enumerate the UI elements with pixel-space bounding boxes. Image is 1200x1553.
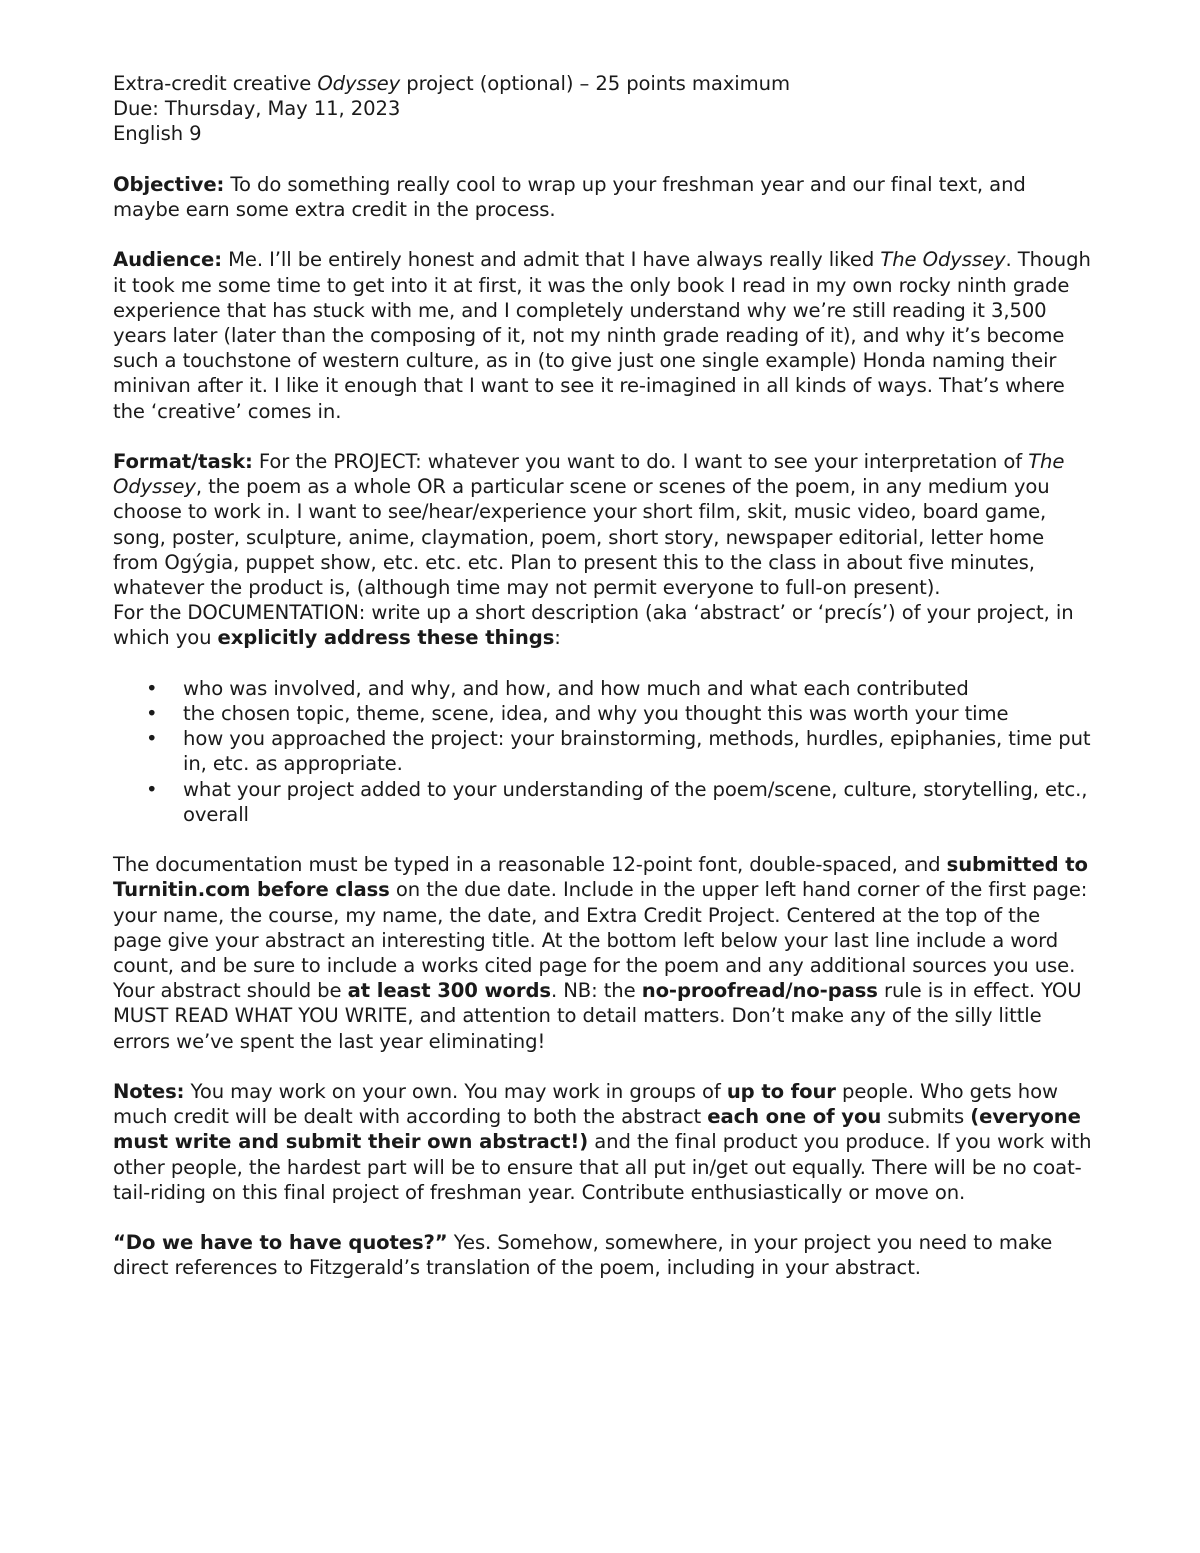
- audience-label: Audience:: [113, 248, 222, 272]
- quotes-label: “Do we have to have quotes?”: [113, 1231, 448, 1255]
- spacer: [113, 1054, 1093, 1079]
- spacer: [113, 1205, 1093, 1230]
- list-item: • the chosen topic, theme, scene, idea, and why you thought this was worth your time: [146, 702, 1009, 726]
- list-item: • who was involved, and why, and how, and how much and what each contributed: [146, 676, 969, 700]
- notes-paragraph: Notes: You may work on your own. You may work in groups of up to four people. Who gets how much credit will be dealt with according to both the abstract each one of you submits (everyone must write and submit their own abstract!) and the final product you produce. If you work with other people, the hardest part will be to ensure that all put in/get out equally. There will be no coat-tail-riding on this final project of freshman year. Contribute enthusiastically or move on.: [113, 1080, 1092, 1204]
- course-name: English 9: [113, 122, 202, 146]
- spacer: [113, 424, 1093, 449]
- spacer: [113, 222, 1093, 247]
- quotes-paragraph: “Do we have to have quotes?” Yes. Somehow, somewhere, in your project you need to make direct references to Fitzgerald’s translation of the poem, including in your abstract.: [113, 1231, 1053, 1280]
- spacer: [113, 651, 1093, 676]
- list-item: • how you approached the project: your brainstorming, methods, hurdles, epiphanies, time put in, etc. as appropriate.: [146, 727, 1091, 776]
- bullet-icon: •: [146, 702, 158, 726]
- bullet-icon: •: [146, 676, 158, 700]
- requirements-list: [113, 676, 1093, 827]
- objective-label: Objective:: [113, 172, 225, 196]
- document-page: [113, 71, 1093, 1281]
- format-label: Format/task:: [113, 450, 253, 473]
- format-paragraph: Format/task: For the PROJECT: whatever you want to do. I want to see your interpretation of The Odyssey, the poem as a whole OR a particular scene or scenes of the poem, in any medium you choose to work in. I want to see/hear/experience your short film, skit, music video, board game, song, poster, sculpture, anime, claymation, poem, short story, newspaper editorial, letter home from Ogýgia, puppet show, etc. etc. etc. Plan to present this to the class in about five minutes, whatever the product is, (although time may not permit everyone to full-on present).: [113, 450, 1065, 600]
- bullet-icon: •: [146, 727, 158, 751]
- bullet-icon: •: [146, 777, 158, 801]
- title-italic: Odyssey: [317, 72, 401, 95]
- due-date: Due: Thursday, May 11, 2023: [113, 97, 401, 121]
- spacer: [113, 827, 1093, 852]
- audience-paragraph: Audience: Me. I’ll be entirely honest and admit that I have always really liked The Odyssey. Though it took me some time to get into it at first, it was the only book I read in my own rocky ninth grade experience that has stuck with me, and I completely understand why we’re still reading it 3,500 years later (later than the composing of it, not my ninth grade reading of it), and why it’s become such a touchstone of western culture, as in (to give just one single example) Honda naming their minivan after it. I like it enough that I want to see it re-imagined in all kinds of ways. That’s where the ‘creative’ comes in.: [113, 248, 1091, 423]
- list-item: • what your project added to your understanding of the poem/scene, culture, storytelling, etc., overall: [146, 777, 1088, 826]
- notes-label: Notes:: [113, 1080, 185, 1104]
- objective-paragraph: Objective: To do something really cool to wrap up your freshman year and our final text, and maybe earn some extra credit in the process.: [113, 172, 1026, 221]
- spacer: [113, 147, 1093, 172]
- document-title: Extra-credit creative Odyssey project (optional) – 25 points maximum: [113, 72, 790, 95]
- documentation-intro: For the DOCUMENTATION: write up a short description (aka ‘abstract’ or ‘precís’) of your project, in which you explicitly address these things:: [113, 601, 1074, 650]
- documentation-paragraph: The documentation must be typed in a reasonable 12-point font, double-spaced, and submitted to Turnitin.com before class on the due date. Include in the upper left hand corner of the first page: your name, the course, my name, the date, and Extra Credit Project. Centered at the top of the page give your abstract an interesting title. At the bottom left below your last line include a word count, and be sure to include a works cited page for the poem and any additional sources you use. Your abstract should be at least 300 words. NB: the no-proofread/no-pass rule is in effect. YOU MUST READ WHAT YOU WRITE, and attention to detail matters. Don’t make any of the silly little errors we’ve spent the last year eliminating!: [113, 853, 1088, 1053]
